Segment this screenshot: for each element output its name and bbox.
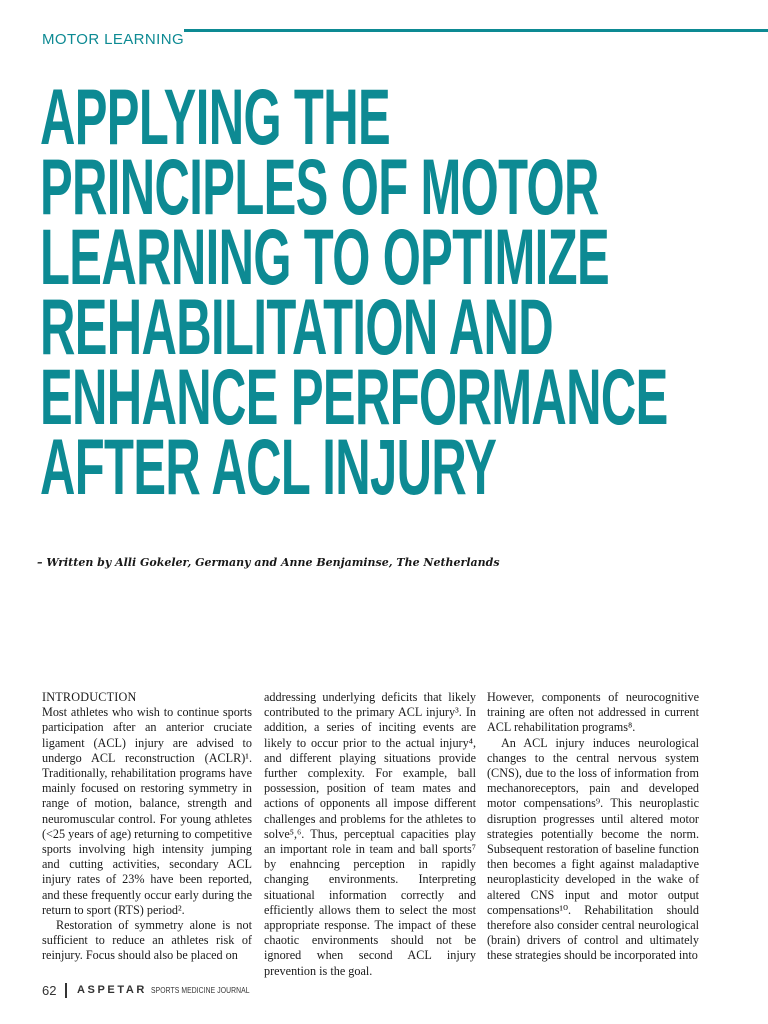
title-line: APPLYING THE — [40, 72, 391, 161]
brand-logo: ASPETAR — [76, 984, 147, 996]
section-heading: INTRODUCTION — [42, 690, 137, 704]
title-line: AFTER ACL INJURY — [40, 422, 497, 511]
title-line: LEARNING TO OPTIMIZE — [40, 212, 610, 301]
byline: – Written by Alli Gokeler, Germany and Anne Benjaminse, The Netherlands — [37, 556, 500, 569]
paragraph: However, components of neurocognitive training are often not addressed in current ACL rehabilitation programs⁸. — [487, 690, 699, 735]
body-column-3 — [487, 690, 699, 964]
article-title — [40, 72, 668, 511]
paragraph: An ACL injury induces neurological changes to the central nervous system (CNS), due to the loss of information from mechanoreceptors, pain and developed motor compensations⁹. This neuroplastic disruption progresses until altered motor strategies potentially become the norm. Subsequent restoration of baseline function then becomes a fight against maladaptive neuroplasticity developed in the wake of altered CNS input and motor output compensations¹⁰. Rehabilitation should therefore also consider central neurological (brain) drivers of control and ultimately these strategies should be incorporated into — [487, 735, 699, 963]
section-label: MOTOR LEARNING — [42, 31, 185, 48]
title-line: ENHANCE PERFORMANCE — [40, 352, 668, 441]
body-column-1 — [42, 690, 252, 964]
body-column-2 — [264, 690, 476, 979]
paragraph: Restoration of symmetry alone is not sufficient to reduce an athletes risk of reinjury. Focus should also be placed on — [42, 918, 252, 963]
title-line: PRINCIPLES OF MOTOR — [40, 142, 599, 231]
footer-divider — [65, 983, 67, 998]
title-line: REHABILITATION AND — [40, 282, 554, 371]
journal-name: SPORTS MEDICINE JOURNAL — [150, 985, 250, 995]
paragraph: addressing underlying deficits that likely contributed to the primary ACL injury³. In addition, a series of inciting events are likely to occur prior to the actual injury⁴, and different playing situations provide further complexity. For example, ball possession, position of team mates and actions of opponents all impose different challenges and problems for the athletes to solve⁵,⁶. Thus, perceptual capacities play an important role in team and ball sports⁷ by enahncing perception in rapidly changing environments. Interpreting situational information correctly and efficiently allows them to select the most appropriate response. The impact of these chaotic environments should not be ignored when second ACL injury prevention is the goal. — [264, 690, 476, 978]
page-number: 62 — [42, 982, 57, 998]
paragraph: Most athletes who wish to continue sports participation after an anterior cruciate ligament (ACL) injury are advised to undergo ACL reconstruction (ACLR)¹. Traditionally, rehabilitation programs have mainly focused on restoring symmetry in range of motion, balance, strength and neuromuscular control. For young athletes (<25 years of age) returning to competitive sports involving high intensity jumping and cutting activities, secondary ACL injury rates of 23% have been reported, and these frequently occur early during the return to sport (RTS) period². — [42, 705, 252, 917]
section-rule — [184, 29, 768, 32]
page-footer — [42, 981, 267, 999]
